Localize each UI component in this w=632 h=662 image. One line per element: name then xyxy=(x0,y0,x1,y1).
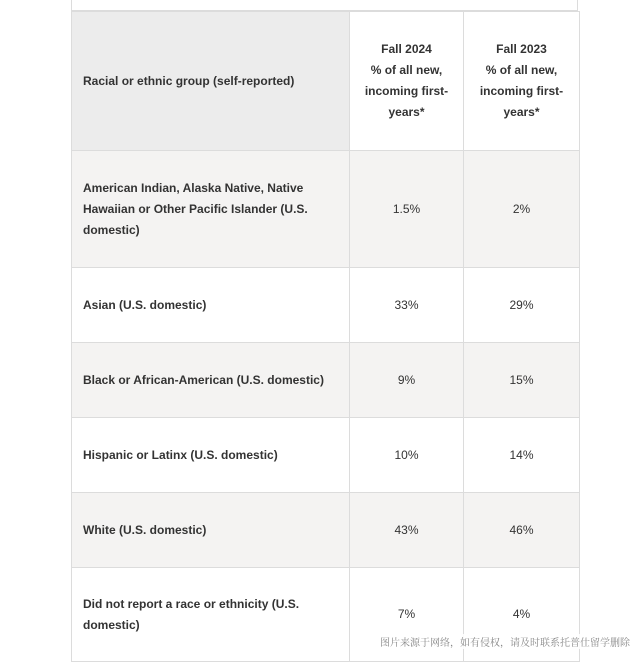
row-group: Asian (U.S. domestic) xyxy=(72,268,350,343)
header-fall-2023 xyxy=(464,12,580,151)
table-top-strip xyxy=(71,0,578,11)
row-fall-2024: 43% xyxy=(350,493,464,568)
header-fall-2024 xyxy=(350,12,464,151)
header-fall-2023-line3: years* xyxy=(503,105,540,119)
header-fall-2024-line1: % of all new, xyxy=(370,63,443,77)
row-group: Black or African-American (U.S. domestic) xyxy=(72,343,350,418)
header-fall-2023-year: Fall 2023 xyxy=(496,42,547,56)
row-fall-2024: 33% xyxy=(350,268,464,343)
table-row xyxy=(72,343,580,418)
header-group: Racial or ethnic group (self-reported) xyxy=(72,12,350,151)
row-fall-2023: 14% xyxy=(464,418,580,493)
table-row xyxy=(72,418,580,493)
row-fall-2024: 10% xyxy=(350,418,464,493)
row-fall-2024: 7% xyxy=(350,568,464,662)
table-row xyxy=(72,151,580,268)
row-fall-2023: 46% xyxy=(464,493,580,568)
row-fall-2023: 15% xyxy=(464,343,580,418)
row-group: Hispanic or Latinx (U.S. domestic) xyxy=(72,418,350,493)
row-fall-2023: 4% xyxy=(464,568,580,662)
row-group: Did not report a race or ethnicity (U.S. domestic) xyxy=(72,568,350,662)
row-fall-2023: 29% xyxy=(464,268,580,343)
header-fall-2023-line2: incoming first- xyxy=(479,84,564,98)
header-fall-2023-line1: % of all new, xyxy=(485,63,558,77)
row-fall-2024: 1.5% xyxy=(350,151,464,268)
demographics-table xyxy=(71,11,580,662)
header-fall-2024-line2: incoming first- xyxy=(364,84,449,98)
header-fall-2024-line3: years* xyxy=(388,105,425,119)
row-fall-2024: 9% xyxy=(350,343,464,418)
header-fall-2024-year: Fall 2024 xyxy=(381,42,432,56)
table-header-row xyxy=(72,12,580,151)
table-row xyxy=(72,493,580,568)
row-group: American Indian, Alaska Native, Native Hawaiian or Other Pacific Islander (U.S. domestic) xyxy=(72,151,350,268)
table-row xyxy=(72,268,580,343)
row-group: White (U.S. domestic) xyxy=(72,493,350,568)
image-credit: 图片来源于网络，如有侵权，请及时联系托普仕留学删除 xyxy=(380,634,630,649)
row-fall-2023: 2% xyxy=(464,151,580,268)
